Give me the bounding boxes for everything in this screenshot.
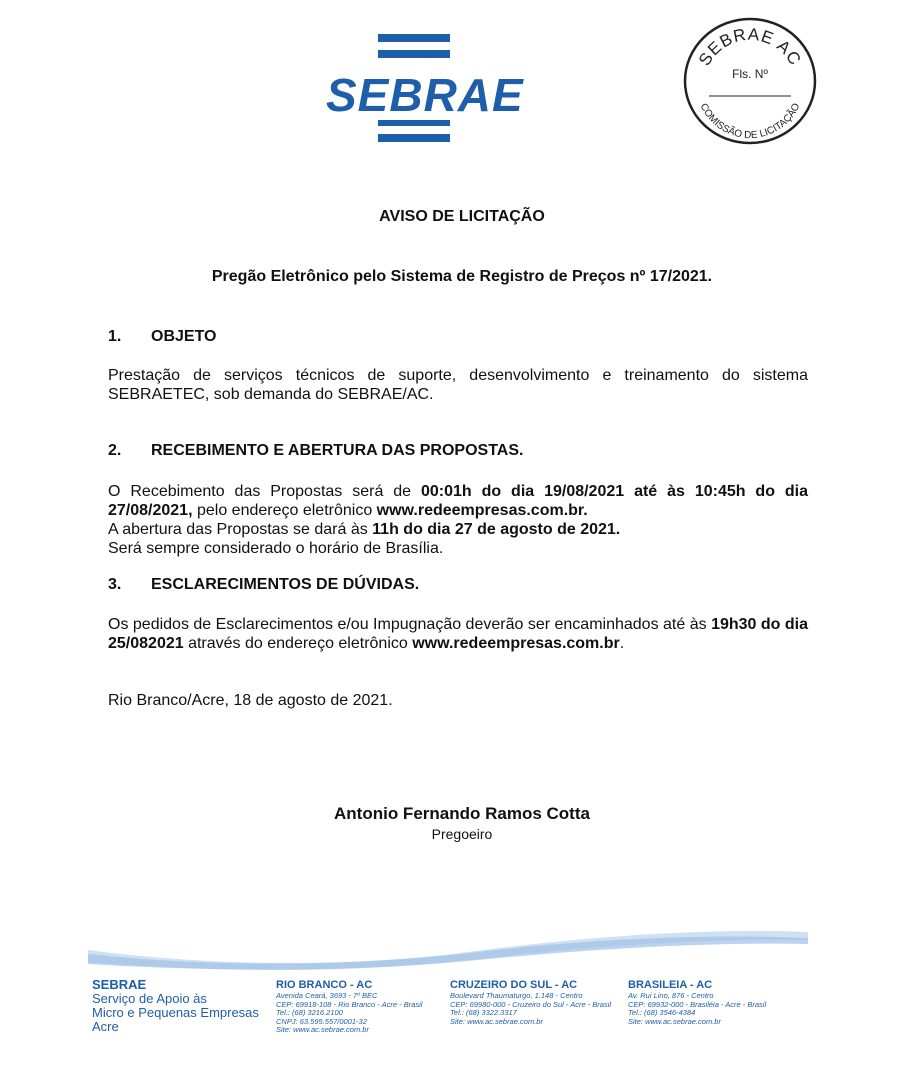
office-title: BRASILEIA - AC <box>628 979 713 991</box>
office-line: Tel.: (68) 3216.2100 <box>276 1008 343 1017</box>
office-brasileia <box>628 979 766 1026</box>
section-2-heading <box>108 442 523 460</box>
office-line: CEP: 69980-000 - Cruzeiro do Sul - Acre - Brasil <box>450 999 612 1009</box>
office-line: CEP: 69932-000 - Brasiléia - Acre - Brasil <box>628 999 767 1009</box>
office-title: RIO BRANCO - AC <box>276 979 373 991</box>
text-span: Será sempre considerado o horário de Brasília. <box>108 540 444 557</box>
section-title: RECEBIMENTO E ABERTURA DAS PROPOSTAS. <box>151 442 524 459</box>
date-range: 00:01h do dia 19/08/2021 até às 10:45h do dia 27/08/2021, <box>108 483 808 519</box>
office-rio-branco <box>276 979 422 1035</box>
signer-role: Pregoeiro <box>431 826 493 842</box>
seal-bottom-text: COMISSÃO DE LICITAÇÃO <box>697 101 803 142</box>
office-line: Boulevard Thaumaturgo, 1.148 - Centro <box>450 991 583 1000</box>
section-1-heading <box>108 328 217 346</box>
section-3-text <box>108 615 808 653</box>
place-date: Rio Branco/Acre, 18 de agosto de 2021. <box>108 692 393 709</box>
footer-organization <box>92 978 259 1034</box>
text-span: através do endereço eletrônico <box>183 635 413 652</box>
office-site[interactable]: Site: www.ac.sebrae.com.br <box>628 1016 721 1026</box>
org-name: SEBRAE <box>92 977 147 992</box>
office-site[interactable]: Site: www.ac.sebrae.com.br <box>450 1016 543 1026</box>
office-line: Tel.: (68) 3546-4384 <box>628 1008 696 1017</box>
website-link[interactable]: www.redeempresas.com.br <box>412 635 620 652</box>
text-span: . <box>619 635 625 652</box>
document-title: AVISO DE LICITAÇÃO <box>379 208 545 225</box>
section-3-heading <box>108 576 419 594</box>
office-line: Tel.: (68) 3322.3317 <box>450 1008 517 1017</box>
footer-wave <box>88 918 808 972</box>
section-2-text <box>108 482 808 558</box>
office-line: Av. Rui Lino, 876 - Centro <box>628 991 714 1000</box>
office-line: CNPJ: 63.595.557/0001-32 <box>276 1016 367 1026</box>
org-line: Micro e Pequenas Empresas <box>92 1005 259 1020</box>
seal-top-text: SEBRAE AC <box>694 24 806 70</box>
text-span: pelo endereço eletrônico <box>192 502 377 519</box>
website-link[interactable]: www.redeempresas.com.br. <box>376 502 588 519</box>
office-line: CEP: 69918-108 - Rio Branco - Acre - Brasil <box>276 999 423 1009</box>
section-number: 3. <box>108 576 122 593</box>
section-title: ESCLARECIMENTOS DE DÚVIDAS. <box>151 576 420 593</box>
org-line: Acre <box>92 1019 119 1034</box>
office-site[interactable]: Site: www.ac.sebrae.com.br <box>276 1025 369 1034</box>
section-number: 1. <box>108 328 122 345</box>
sebrae-logo <box>326 34 524 142</box>
org-line: Serviço de Apoio às <box>92 991 207 1006</box>
section-1-text: Prestação de serviços técnicos de suporte, desenvolvimento e treinamento do sistema SEBRAETEC, sob demanda do SEBRAE/AC. <box>108 367 808 403</box>
office-title: CRUZEIRO DO SUL - AC <box>450 979 578 991</box>
logo-text: SEBRAE <box>326 69 524 121</box>
document-subtitle: Pregão Eletrônico pelo Sistema de Registro de Preços nº 17/2021. <box>211 268 713 285</box>
opening-date: 11h do dia 27 de agosto de 2021. <box>372 521 621 538</box>
seal-middle-text: Fls. Nº <box>732 67 768 81</box>
signer-name: Antonio Fernando Ramos Cotta <box>334 804 590 823</box>
text-span: A abertura das Propostas se dará às <box>108 521 373 538</box>
svg-text:COMISSÃO DE LICITAÇÃO <box>698 102 803 142</box>
section-title: OBJETO <box>151 328 217 345</box>
deadline: 19h30 do dia 25/082021 <box>108 616 809 652</box>
section-number: 2. <box>108 442 122 459</box>
commission-seal <box>682 16 818 146</box>
office-cruzeiro-do-sul <box>450 979 611 1026</box>
text-span: Os pedidos de Esclarecimentos e/ou Impugnação deverão ser encaminhados até às <box>108 616 712 633</box>
text-span: O Recebimento das Propostas será de <box>108 483 421 500</box>
office-line: Avenida Ceará, 3693 - 7º BEC <box>276 991 378 1000</box>
